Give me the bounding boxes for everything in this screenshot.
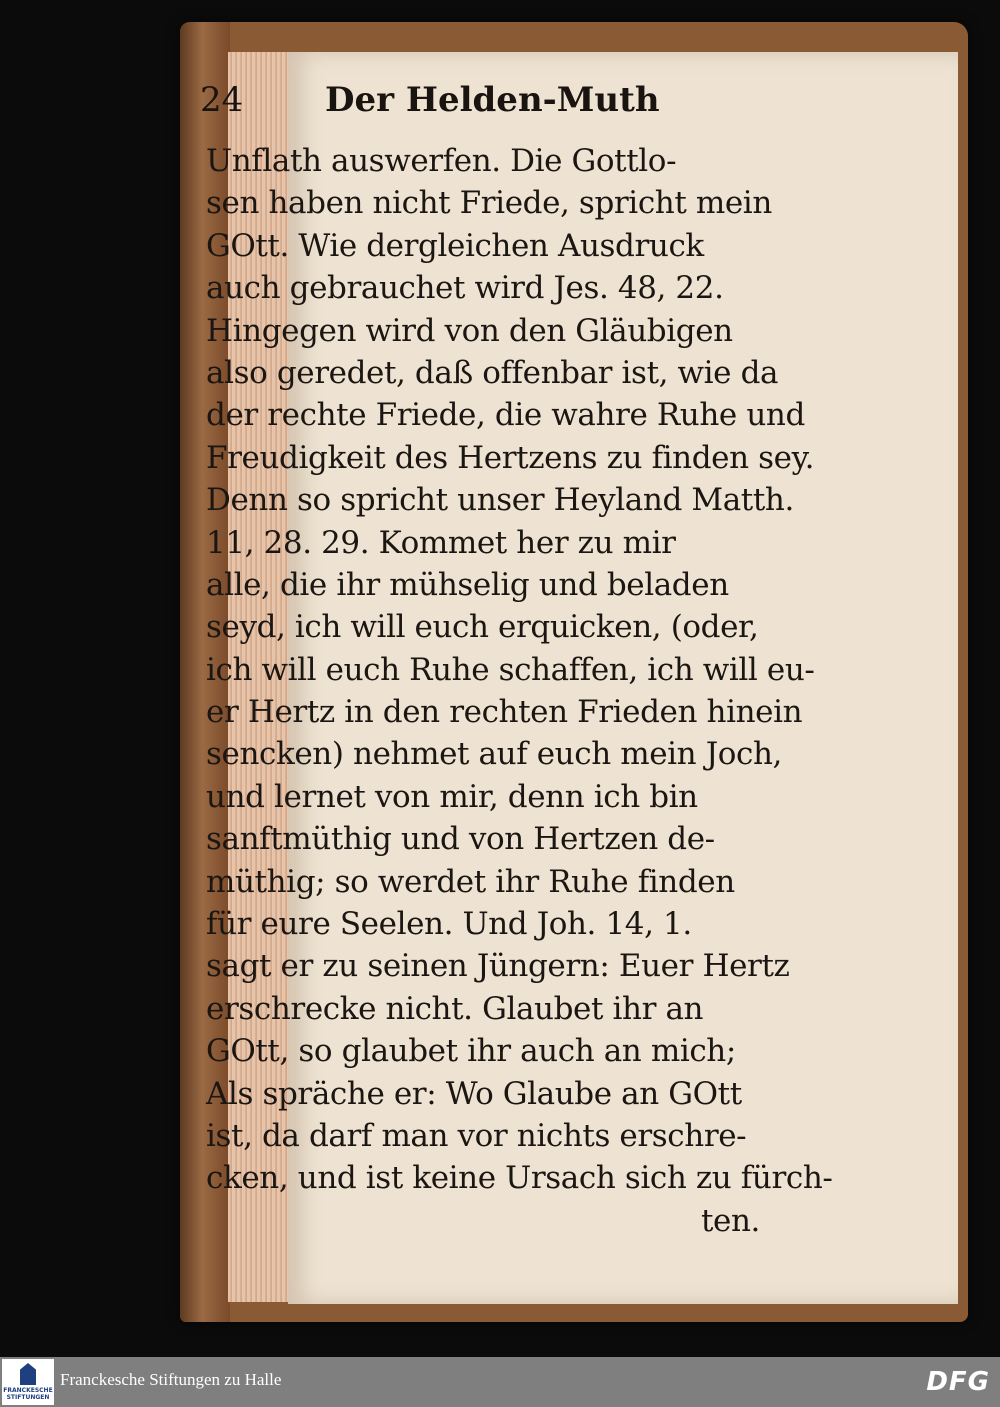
text-line: GOtt, so glaubet ihr auch an mich; (206, 1033, 736, 1070)
text-line: ist, da darf man vor nichts erschre- (206, 1117, 747, 1154)
catchword: ten. (700, 1202, 760, 1239)
text-line: ich will euch Ruhe schaffen, ich will eu- (206, 651, 815, 688)
text-line: seyd, ich will euch erquicken, (oder, (206, 609, 759, 646)
text-line: Unflath auswerfen. Die Gottlo- (206, 143, 677, 179)
text-line: Denn so spricht unser Heyland Matth. (206, 482, 794, 519)
text-line: alle, die ihr mühselig und beladen (206, 566, 729, 603)
body-text (206, 140, 833, 1242)
text-line: 11, 28. 29. Kommet her zu mir (206, 524, 676, 561)
text-line: Hingegen wird von den Gläubigen (206, 312, 733, 349)
text-line: sanftmüthig und von Hertzen de- (206, 821, 715, 858)
logo-text: FRANCKESCHE STIFTUNGEN (3, 1387, 53, 1401)
text-line: sagt er zu seinen Jüngern: Euer Hertz (206, 948, 790, 985)
text-line: der rechte Friede, die wahre Ruhe und (206, 397, 805, 434)
text-line: müthig; so werdet ihr Ruhe finden (206, 863, 735, 900)
francke-logo[interactable] (2, 1359, 54, 1405)
building-icon (20, 1363, 36, 1385)
text-line: und lernet von mir, denn ich bin (206, 778, 698, 815)
text-line: erschrecke nicht. Glaubet ihr an (206, 990, 704, 1027)
text-line: Als spräche er: Wo Glaube an GOtt (206, 1075, 742, 1112)
dfg-logo[interactable]: DFG (926, 1367, 990, 1397)
page-header (200, 80, 760, 130)
text-line: für eure Seelen. Und Joh. 14, 1. (206, 906, 692, 943)
running-head: Der Helden-Muth (325, 80, 660, 120)
text-line: sencken) nehmet auf euch mein Joch, (206, 736, 782, 773)
institution-label: Franckesche Stiftungen zu Halle (60, 1370, 282, 1389)
footer-bar (0, 1357, 1000, 1407)
text-line: cken, und ist keine Ursach sich zu fürch- (206, 1160, 833, 1197)
text-line: sen haben nicht Friede, spricht mein (206, 185, 772, 222)
text-line: auch gebrauchet wird Jes. 48, 22. (206, 270, 724, 307)
text-line: GOtt. Wie dergleichen Ausdruck (206, 227, 704, 264)
page-number: 24 (200, 80, 244, 120)
text-line: also geredet, daß offenbar ist, wie da (206, 354, 779, 391)
text-line: er Hertz in den rechten Frieden hinein (206, 694, 803, 731)
text-line: Freudigkeit des Hertzens zu finden sey. (206, 439, 815, 476)
